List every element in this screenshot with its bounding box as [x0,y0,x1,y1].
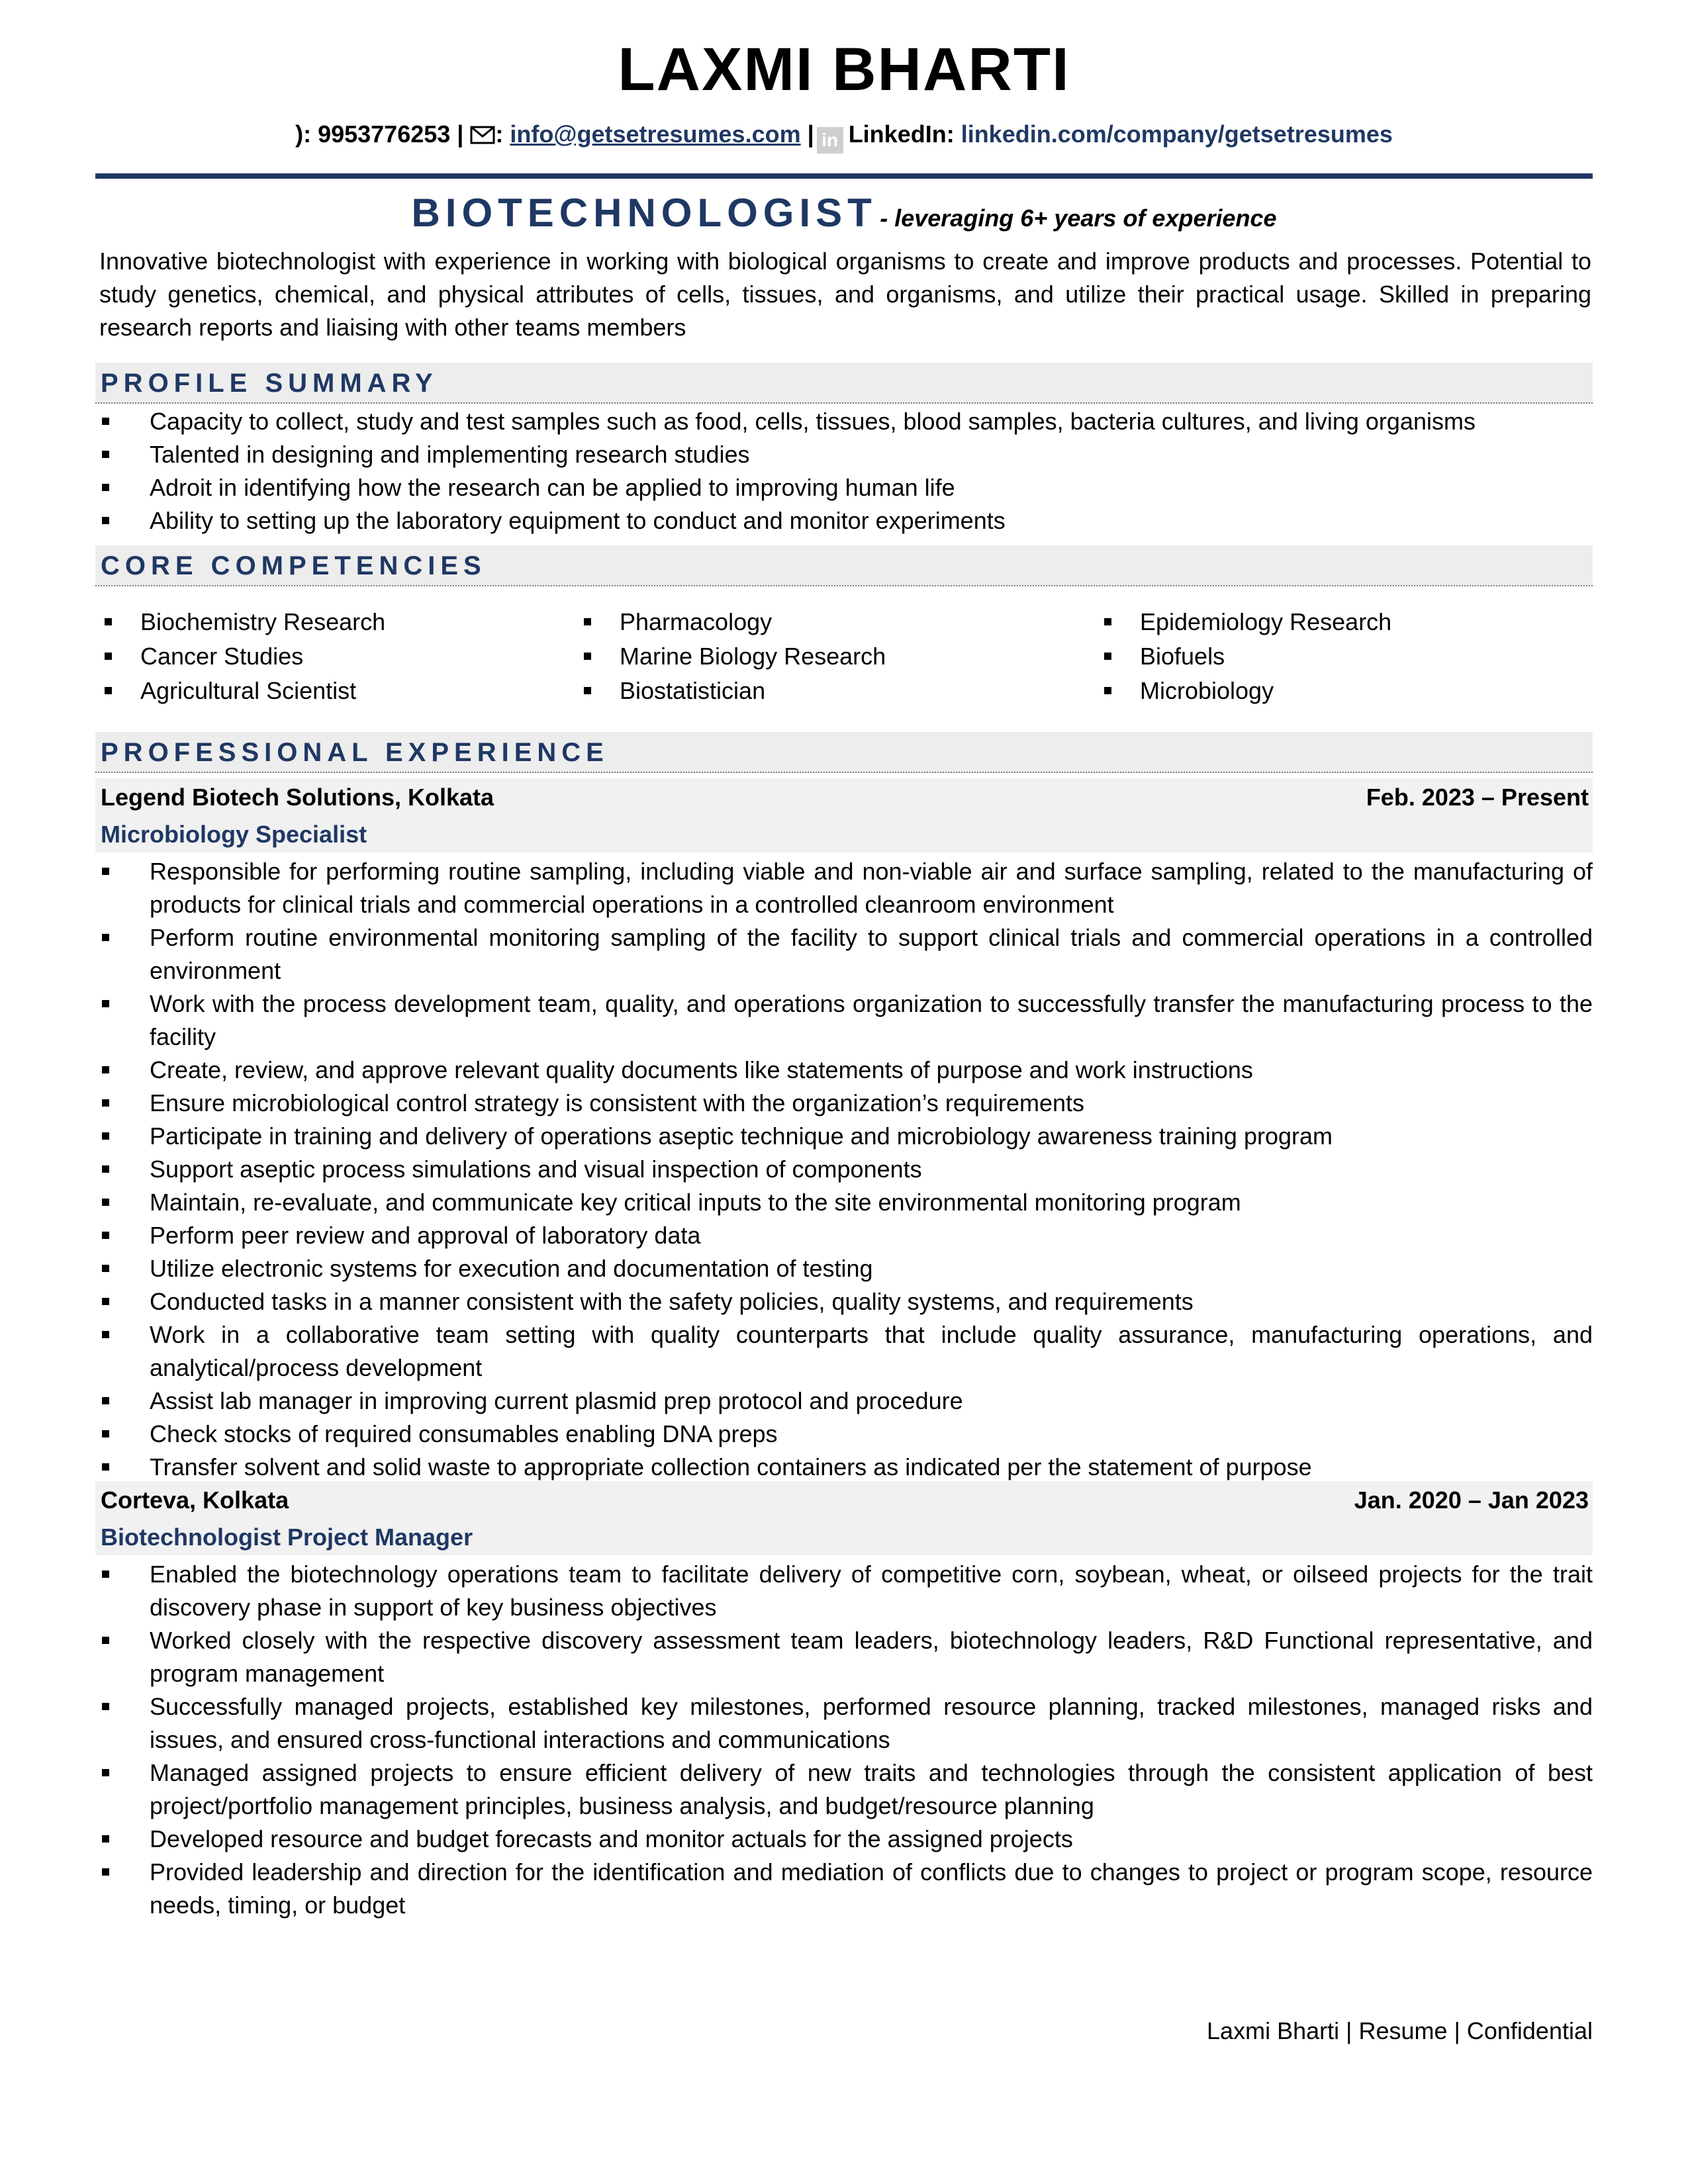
section-heading-core-competencies: CORE COMPETENCIES [95,545,1593,586]
competencies-column-2 [580,605,886,708]
company-name: Legend Biotech Solutions, Kolkata [101,784,494,811]
list-item: Cancer Studies [101,639,385,674]
competencies-column-1 [101,605,385,708]
list-item: Assist lab manager in improving current plasmid prep protocol and procedure [99,1385,1593,1418]
list-item: Transfer solvent and solid waste to appropriate collection containers as indicated per the statement of purpose [99,1451,1593,1484]
list-item: Pharmacology [580,605,886,639]
list-item: Developed resource and budget forecasts and monitor actuals for the assigned projects [99,1823,1593,1856]
list-item: Responsible for performing routine sampling, including viable and non-viable air and surface sampling, related to the manufacturing of products for clinical trials and commercial operations in a controlled cleanroom environment [99,855,1593,921]
competencies-column-3 [1100,605,1391,708]
list-item: Ability to setting up the laboratory equipment to conduct and monitor experiments [99,504,1593,537]
job-dates: Jan. 2020 – Jan 2023 [1354,1486,1589,1514]
header-divider [95,173,1593,179]
list-item: Support aseptic process simulations and visual inspection of components [99,1153,1593,1186]
experience-tagline: - leveraging 6+ years of experience [880,205,1277,232]
job-1-responsibilities [99,855,1593,1484]
candidate-name: LAXMI BHARTI [618,36,1070,103]
email-link[interactable]: info@getsetresumes.com [510,120,801,148]
list-item: Microbiology [1100,674,1391,708]
contact-line [0,118,1688,154]
job-2-responsibilities [99,1558,1593,1922]
page-footer: Laxmi Bharti | Resume | Confidential [1207,2017,1593,2044]
list-item: Epidemiology Research [1100,605,1391,639]
list-item: Agricultural Scientist [101,674,385,708]
list-item: Create, review, and approve relevant quality documents like statements of purpose and work instructions [99,1054,1593,1087]
list-item: Participate in training and delivery of operations aseptic technique and microbiology awareness training program [99,1120,1593,1153]
list-item: Work with the process development team, quality, and operations organization to successfully transfer the manufacturing process to the facility [99,987,1593,1054]
list-item: Provided leadership and direction for the identification and mediation of conflicts due to changes to project or program scope, resource needs, timing, or budget [99,1856,1593,1922]
list-item: Worked closely with the respective discovery assessment team leaders, biotechnology leaders, R&D Functional representative, and program management [99,1624,1593,1690]
linkedin-link[interactable]: linkedin.com/company/getsetresumes [961,120,1393,148]
list-item: Biostatistician [580,674,886,708]
job-role: Microbiology Specialist [101,821,367,848]
job-header-1 [95,778,1593,852]
headline [0,188,1688,249]
company-name: Corteva, Kolkata [101,1486,289,1514]
list-item: Successfully managed projects, established key milestones, performed resource planning, tracked milestones, managed risks and issues, and ensured cross-functional interactions and communications [99,1690,1593,1756]
separator: | [450,120,471,148]
section-heading-professional-experience: PROFESSIONAL EXPERIENCE [95,732,1593,773]
section-heading-profile-summary: PROFILE SUMMARY [95,363,1593,404]
list-item: Perform peer review and approval of laboratory data [99,1219,1593,1252]
list-item: Work in a collaborative team setting with quality counterparts that include quality assurance, manufacturing operations, and analytical/process development [99,1318,1593,1385]
list-item: Managed assigned projects to ensure efficient delivery of new traits and technologies through the consistent application of best project/portfolio management principles, business analysis, and budget/resource planning [99,1756,1593,1823]
list-item: Enabled the biotechnology operations team to facilitate delivery of competitive corn, soybean, wheat, or oilseed projects for the trait discovery phase in support of key business objectives [99,1558,1593,1624]
list-item: Maintain, re-evaluate, and communicate key critical inputs to the site environmental monitoring program [99,1186,1593,1219]
list-item: Utilize electronic systems for execution and documentation of testing [99,1252,1593,1285]
list-item: Check stocks of required consumables enabling DNA preps [99,1418,1593,1451]
separator: | [800,120,814,148]
list-item: Ensure microbiological control strategy is consistent with the organization’s requirements [99,1087,1593,1120]
linkedin-icon: in [817,127,843,154]
phone-icon: ): [295,120,318,148]
profile-summary-list [99,405,1593,537]
list-item: Biofuels [1100,639,1391,674]
list-item: Marine Biology Research [580,639,886,674]
list-item: Capacity to collect, study and test samples such as food, cells, tissues, blood samples, bacteria cultures, and living organisms [99,405,1593,438]
job-title: BIOTECHNOLOGIST [411,191,877,235]
email-prefix: : [495,120,510,148]
job-role: Biotechnologist Project Manager [101,1524,473,1551]
list-item: Perform routine environmental monitoring sampling of the facility to support clinical trials and commercial operations in a controlled environment [99,921,1593,987]
job-dates: Feb. 2023 – Present [1366,784,1589,811]
phone-number: 9953776253 [318,120,451,148]
mail-icon [470,120,495,148]
list-item: Talented in designing and implementing research studies [99,438,1593,471]
linkedin-label: LinkedIn: [848,120,961,148]
list-item: Conducted tasks in a manner consistent with the safety policies, quality systems, and requirements [99,1285,1593,1318]
intro-paragraph: Innovative biotechnologist with experience in working with biological organisms to create and improve products and processes. Potential to study genetics, chemical, and physical attributes of cells, tissues, and organisms, and utilize their practical usage. Skilled in preparing research reports and liaising with other teams members [99,248,1591,341]
list-item: Adroit in identifying how the research can be applied to improving human life [99,471,1593,504]
job-header-2 [95,1481,1593,1555]
list-item: Biochemistry Research [101,605,385,639]
